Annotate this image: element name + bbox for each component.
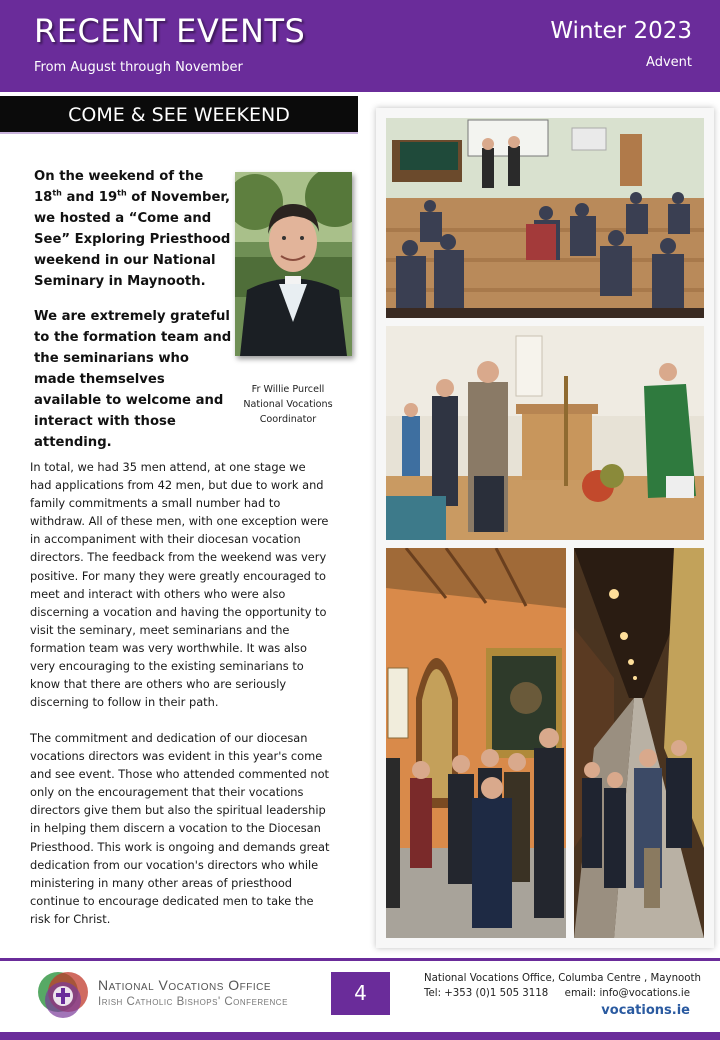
portrait-photo: [235, 172, 352, 356]
website-link[interactable]: vocations.ie: [601, 1003, 690, 1018]
photo-chapel-mass: [386, 326, 704, 540]
office-email[interactable]: email: info@vocations.ie: [564, 988, 690, 999]
footer-divider: [0, 958, 720, 961]
photo-collage: [376, 108, 714, 948]
portrait-image: [235, 172, 352, 356]
body-paragraph-1: In total, we had 35 men attend, at one stage we had applications from 42 men, but due to work and family commitments a small number had to withdraw. All of these men, with one exception were in accompaniment with their diocesan vocation directors. The feedback from the weekend was very positive. For many they were greatly encouraged to meet and interact with others who were also discerning a vocation and having the opportunity to visit the seminary, meet seminarians and the formation team was very worthwhile. It was also very encouraging to the existing seminarians to know that there are others who are seriously discerning to follow in their path.: [30, 460, 329, 710]
page-header: [0, 0, 720, 92]
section-banner: [0, 96, 358, 134]
portrait-caption: [232, 382, 344, 427]
footer-bar: [0, 1032, 720, 1040]
issue-liturgical-season: Advent: [646, 55, 692, 70]
office-phone: Tel: +353 (0)1 505 3118: [424, 988, 549, 999]
org-name: National Vocations Office: [98, 977, 272, 993]
caption-role: National Vocations Coordinator: [243, 399, 333, 425]
section-title: COME & SEE WEEKEND: [68, 104, 290, 126]
org-subtitle: Irish Catholic Bishops' Conference: [98, 996, 288, 1008]
header-subtitle: From August through November: [34, 60, 243, 75]
issue-season: Winter 2023: [550, 18, 692, 44]
photo-long-corridor: [574, 548, 704, 938]
body-paragraph-2: The commitment and dedication of our diocesan vocations directors was evident in this year's come and see event. Those who attended commented not only on the encouragement that their vocations directors give them but also the spiritual leadership in helping them discern a vocation to the Diocesan Priesthood. This work is ongoing and demands great dedication from our vocation's directors who while ministering in many other areas of priesthood continue to encourage dedicated men to take the risk for Christ.: [30, 731, 330, 926]
photo-lecture-hall: [386, 118, 704, 318]
intro-paragraph-2: We are extremely grateful to the formation team and the seminarians who made themselves available to welcome and interact with those attending.: [34, 309, 232, 450]
photo-corridor-group: [386, 548, 566, 938]
nvo-logo: [36, 968, 90, 1022]
caption-name: Fr Willie Purcell: [251, 384, 325, 395]
page-number: 4: [331, 972, 390, 1015]
office-address: National Vocations Office, Columba Centre , Maynooth: [424, 973, 701, 984]
intro-paragraph-1: On the weekend of the 18th and 19th of November, we hosted a “Come and See” Exploring Priesthood weekend in our National Seminary in Maynooth.: [34, 169, 231, 289]
header-title: RECENT EVENTS: [34, 12, 306, 50]
